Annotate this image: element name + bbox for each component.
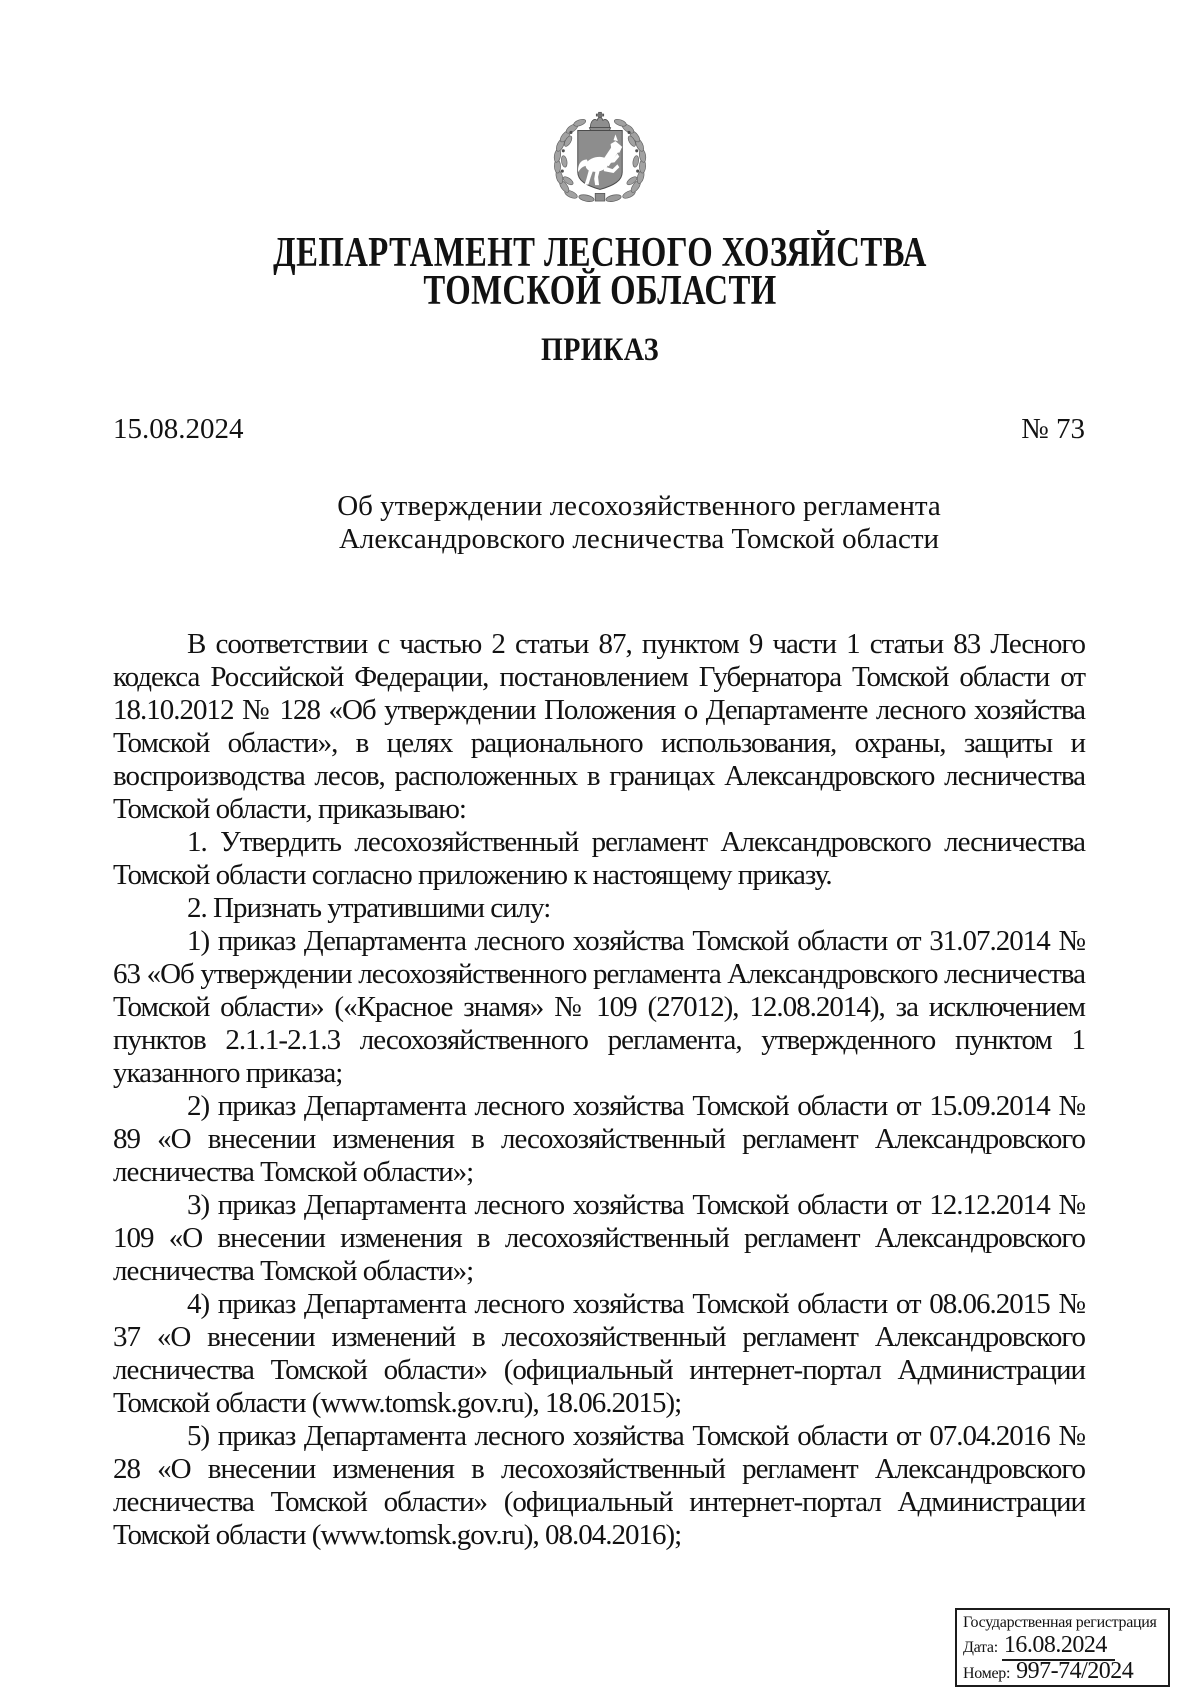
- order-date: 15.08.2024: [113, 413, 244, 445]
- org-name-line2: ТОМСКОЙ ОБЛАСТИ: [423, 268, 777, 314]
- order-number: № 73: [1021, 413, 1085, 445]
- order-title-line1: Об утверждении лесохозяйственного регламента: [337, 490, 941, 522]
- stamp-number-row: [963, 1658, 1162, 1684]
- tomsk-coat-of-arms-icon: [542, 110, 658, 209]
- body-paragraph-item2: 2. Признать утратившими силу:: [187, 892, 551, 924]
- org-name: [0, 230, 1200, 314]
- stamp-number-value: 997-74/2024: [1014, 1658, 1141, 1687]
- wreath-bottom: [578, 193, 621, 202]
- body-paragraph-preamble: В соответствии с частью 2 статьи 87, пунктом 9 части 1 статьи 83 Лесного кодекса Российской Федерации, постановлением Губернатора Томской области от 18.10.2012 № 128 «Об утверждении Положения о Департаменте лесного хозяйства Томской области», в целях рационального использования, охраны, защиты и воспроизводства лесов, расположенных в границах Александровского лесничества Томской области, приказываю:: [113, 628, 1085, 825]
- body-paragraph-subitem1: 1) приказ Департамента лесного хозяйства Томской области от 31.07.2014 № 63 «Об утверждении лесохозяйственного регламента Александровского лесничества Томской области» («Красное знамя» № 109 (27012), 12.08.2014), за исключением пунктов 2.1.1-2.1.3 лесохозяйственного регламента, утвержденного пунктом 1 указанного приказа;: [113, 925, 1085, 1089]
- order-body: [113, 628, 1085, 1552]
- stamp-date-value: 16.08.2024: [1002, 1632, 1115, 1661]
- registration-stamp: [955, 1608, 1170, 1687]
- body-paragraph-subitem3: 3) приказ Департамента лесного хозяйства Томской области от 12.12.2014 № 109 «О внесении изменения в лесохозяйственный регламент Александровского лесничества Томской области»;: [113, 1189, 1085, 1287]
- requisites-line: [113, 413, 1085, 445]
- stamp-number-label: Номер:: [963, 1665, 1011, 1682]
- stamp-title: Государственная регистрация: [963, 1614, 1157, 1631]
- crown-icon: [589, 112, 610, 132]
- body-paragraph-subitem2: 2) приказ Департамента лесного хозяйства Томской области от 15.09.2014 № 89 «О внесении изменения в лесохозяйственный регламент Александровского лесничества Томской области»;: [113, 1090, 1085, 1188]
- org-name-line1: ДЕПАРТАМЕНТ ЛЕСНОГО ХОЗЯЙСТВА: [273, 230, 927, 276]
- order-title: [113, 490, 1085, 556]
- body-paragraph-subitem4: 4) приказ Департамента лесного хозяйства Томской области от 08.06.2015 № 37 «О внесении изменений в лесохозяйственный регламент Александровского лесничества Томской области» (официальный интернет-портал Администрации Томской области (www.tomsk.gov.ru), 18.06.2015);: [113, 1288, 1085, 1419]
- document-type-heading: ПРИКАЗ: [540, 332, 660, 368]
- stamp-date-row: [963, 1632, 1162, 1658]
- stamp-date-label: Дата:: [963, 1639, 998, 1656]
- body-paragraph-item1: 1. Утвердить лесохозяйственный регламент Александровского лесничества Томской области согласно приложению к настоящему приказу.: [113, 826, 1085, 891]
- order-title-line2: Александровского лесничества Томской области: [338, 523, 940, 555]
- body-paragraph-subitem5: 5) приказ Департамента лесного хозяйства Томской области от 07.04.2016 № 28 «О внесении изменения в лесохозяйственный регламент Александровского лесничества Томской области» (официальный интернет-портал Администрации Томской области (www.tomsk.gov.ru), 08.04.2016);: [113, 1420, 1085, 1551]
